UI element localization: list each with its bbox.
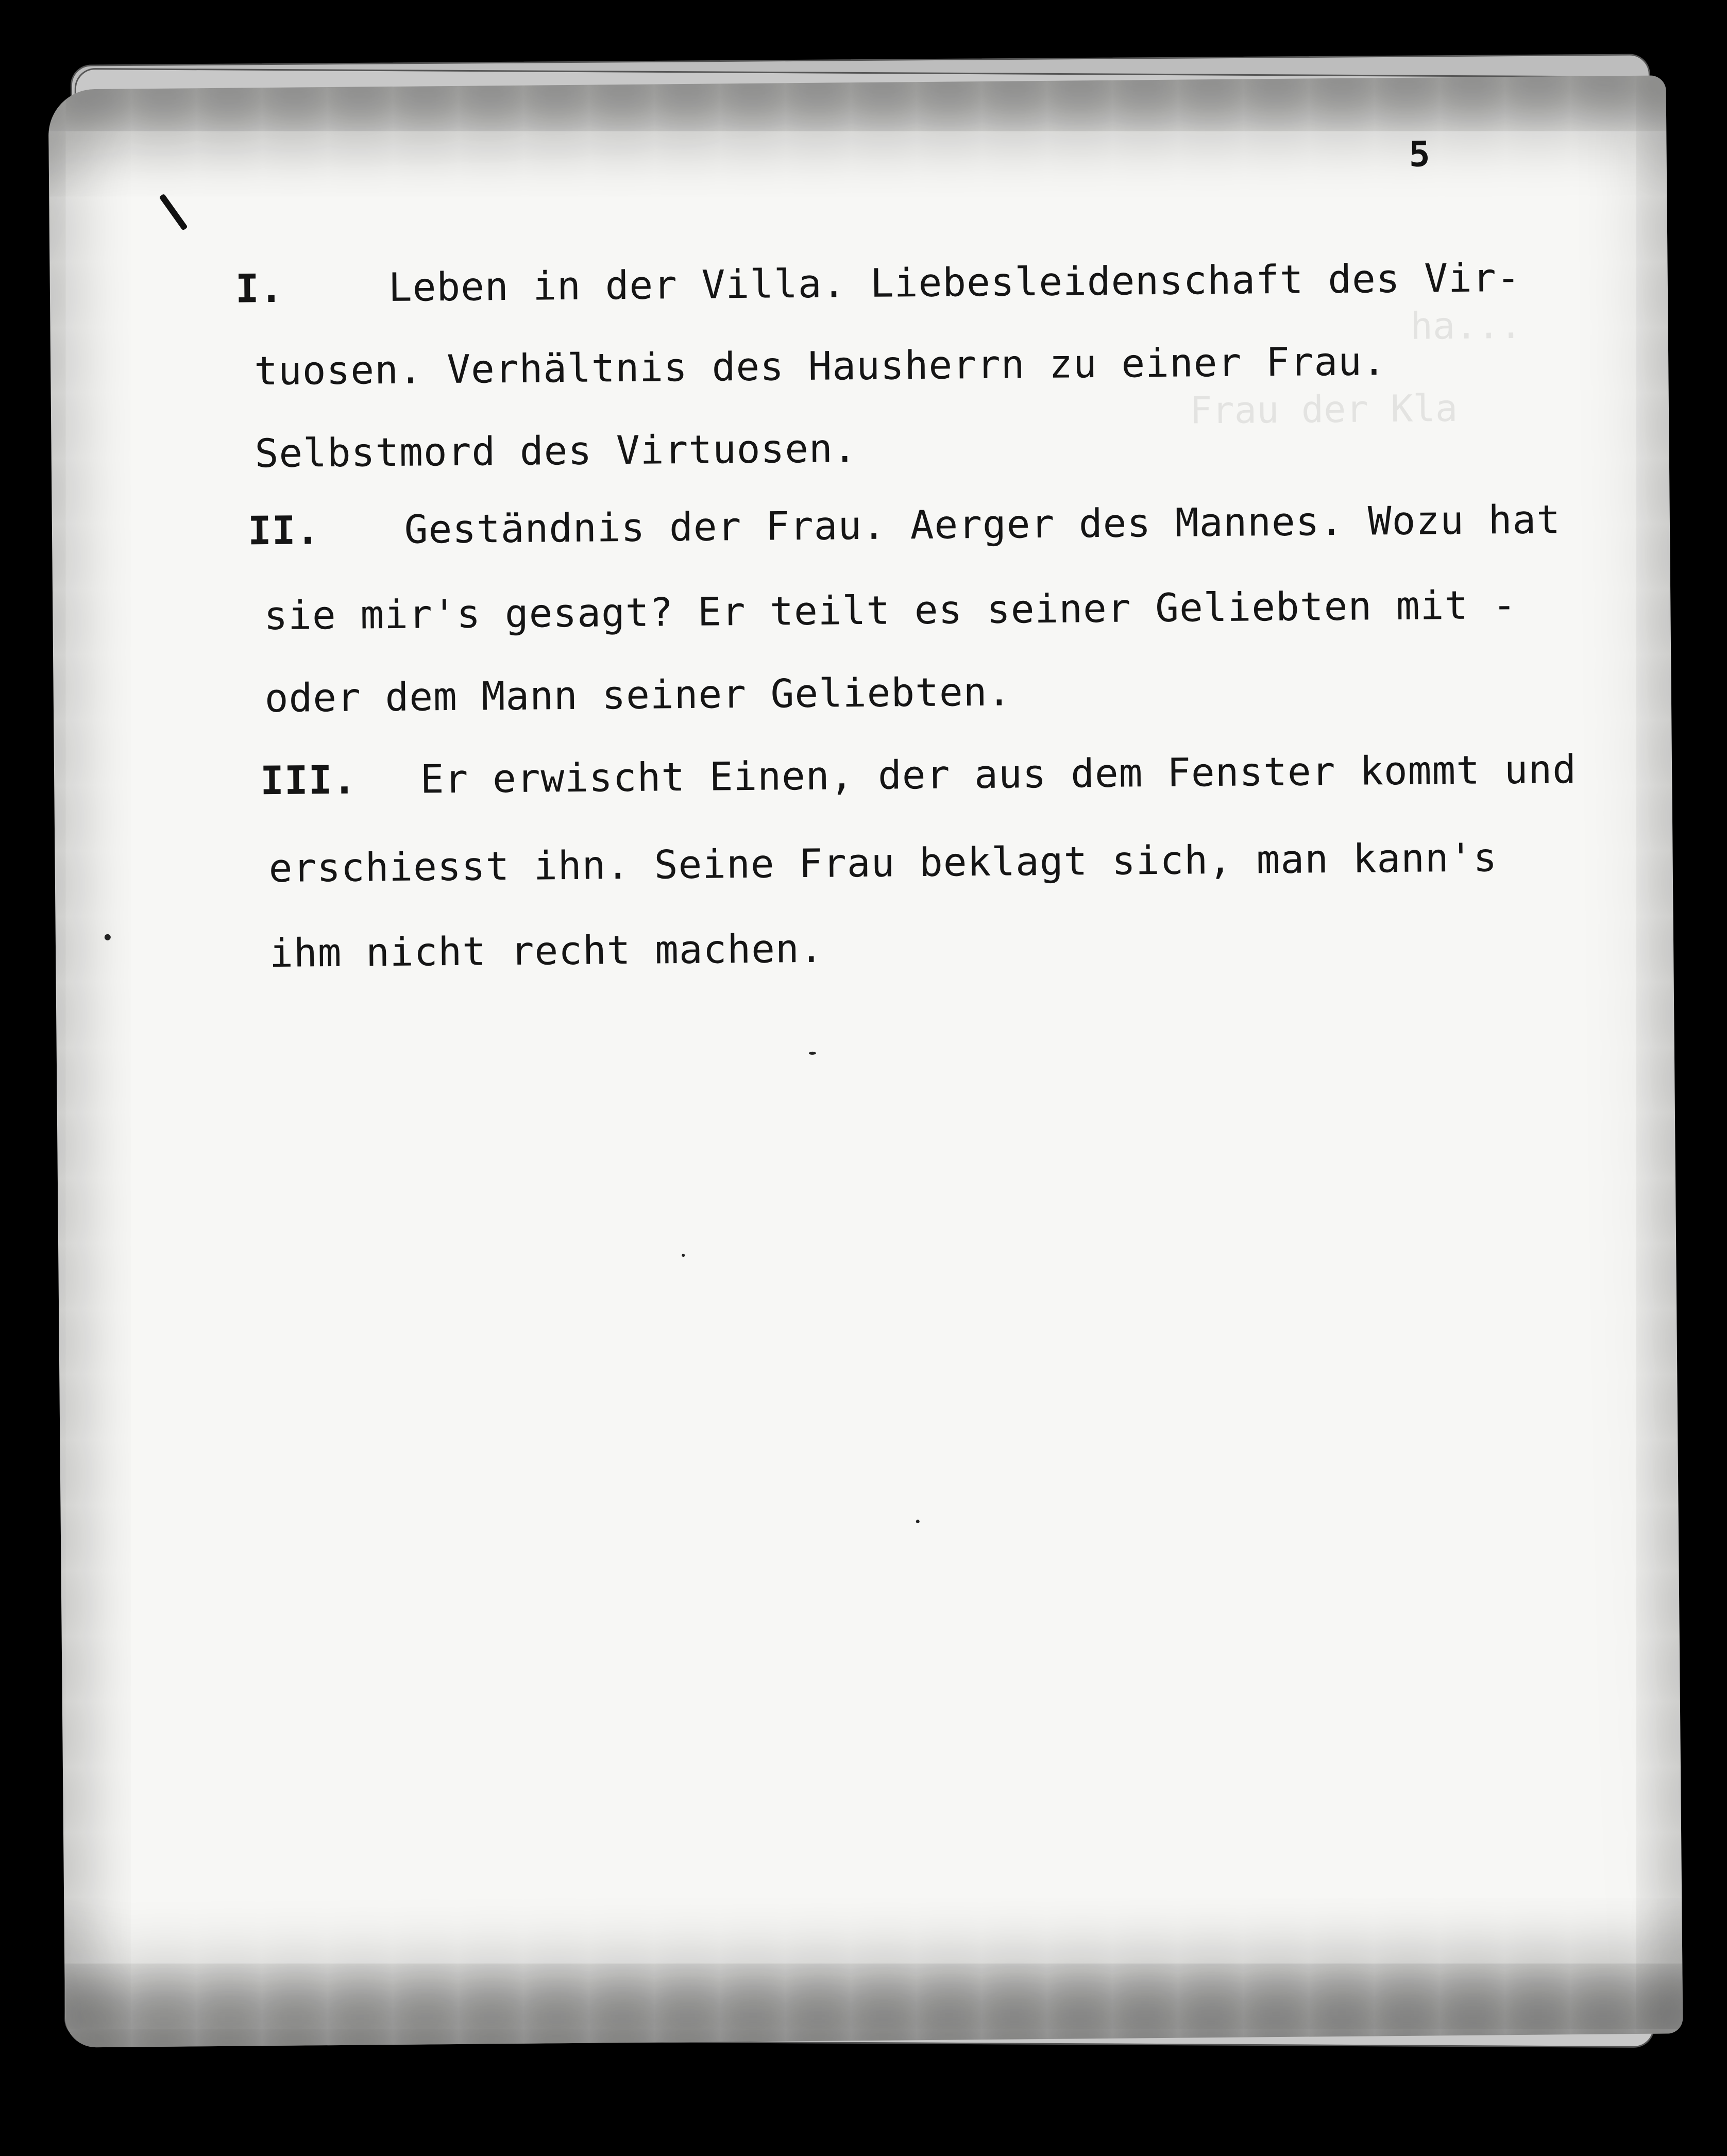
section-2-text-line-1: Geständnis der Frau. Aerger des Mannes. Wozu hat: [404, 496, 1561, 552]
section-1-text-line-1: Leben in der Villa. Liebesleidenschaft des Vir-: [388, 254, 1521, 311]
page-number: 5: [1409, 134, 1430, 175]
speck: [916, 1520, 920, 1523]
section-2-text-line-3: oder dem Mann seiner Geliebten.: [264, 668, 1012, 721]
section-3-line-3: [269, 925, 824, 976]
section-1-line-2: [254, 338, 1386, 394]
show-through-text: ha...: [1410, 303, 1522, 348]
section-1-text-line-3: Selbstmord des Virtuosen.: [255, 425, 857, 477]
section-3-line-2: [268, 834, 1497, 891]
section-1-line-3: [255, 425, 857, 476]
typewritten-page: [48, 75, 1683, 2047]
section-2-line-2: [264, 582, 1517, 638]
section-1-numeral: I.: [235, 265, 284, 312]
show-through-text: Frau der Kla: [1189, 386, 1458, 432]
section-3-text-line-2: erschiesst ihn. Seine Frau beklagt sich, man kann's: [268, 834, 1498, 891]
section-2-text-line-2: sie mir's gesagt? Er teilt es seiner Geliebten mit -: [264, 581, 1517, 639]
section-3-text-line-1: Er erwischt Einen, der aus dem Fenster kommt und: [420, 746, 1577, 802]
section-3-line-1: [260, 746, 1577, 803]
section-1-line-1: [235, 255, 1520, 312]
pencil-mark: [159, 194, 188, 231]
section-2-numeral: II.: [247, 507, 320, 554]
speck: [809, 1052, 816, 1055]
speck: [682, 1254, 685, 1257]
section-1-text-line-2: tuosen. Verhältnis des Hausherrn zu einer Frau.: [253, 338, 1387, 394]
section-3-text-line-3: ihm nicht recht machen.: [269, 925, 824, 976]
section-3-numeral: III.: [260, 756, 357, 804]
speck: [105, 934, 111, 940]
section-2-line-1: [248, 496, 1561, 553]
section-2-line-3: [264, 669, 1011, 721]
